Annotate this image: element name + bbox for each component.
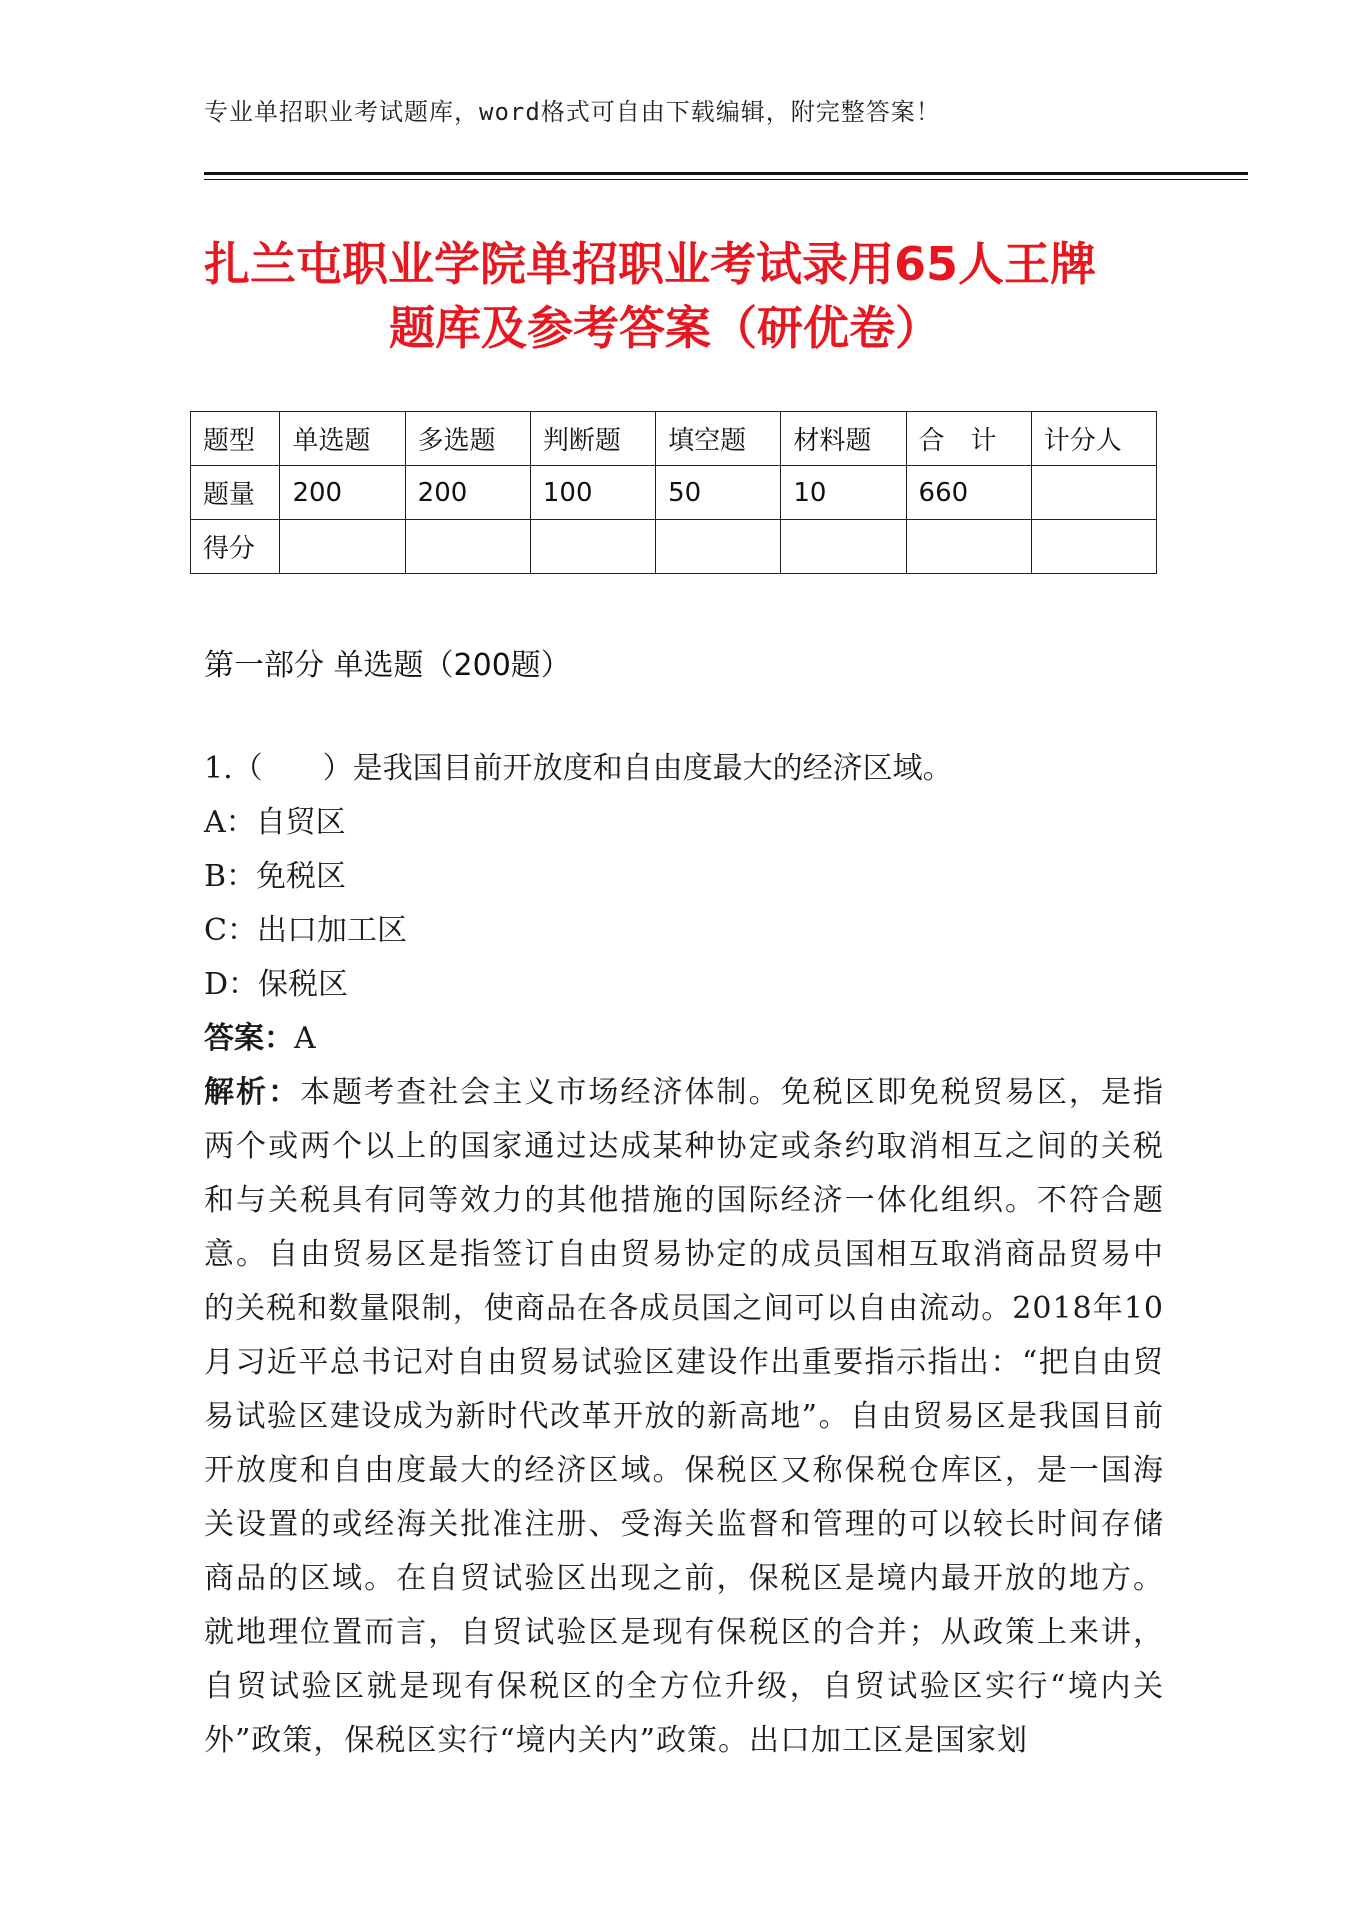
title-line-1: 扎兰屯职业学院单招职业考试录用65人王牌 — [204, 237, 1097, 291]
table-cell — [530, 520, 655, 574]
table-cell: 填空题 — [656, 412, 781, 466]
table-row-header — [191, 412, 1157, 466]
option-d: D：保税区 — [204, 967, 349, 1002]
table-cell: 660 — [906, 466, 1031, 520]
table-cell: 200 — [405, 466, 530, 520]
answer-line — [204, 1012, 1164, 1066]
table-cell: 题量 — [191, 466, 280, 520]
table-cell — [906, 520, 1031, 574]
table-cell: 单选题 — [280, 412, 405, 466]
score-summary-table — [190, 411, 1157, 574]
table-cell — [781, 520, 906, 574]
table-row-score — [191, 520, 1157, 574]
table-cell: 题型 — [191, 412, 280, 466]
table-cell — [280, 520, 405, 574]
table-cell: 合 计 — [906, 412, 1031, 466]
option-c: C：出口加工区 — [204, 913, 407, 948]
section-heading: 第一部分 单选题（200题） — [204, 648, 571, 683]
option-a: A：自贸区 — [204, 805, 346, 840]
document-title — [204, 232, 1204, 360]
question-stem: 1.（ ）是我国目前开放度和自由度最大的经济区域。 — [204, 751, 953, 786]
table-cell: 得分 — [191, 520, 280, 574]
question-item — [204, 742, 1164, 1768]
table-cell: 50 — [656, 466, 781, 520]
table-cell: 200 — [280, 466, 405, 520]
table-cell: 材料题 — [781, 412, 906, 466]
table-cell: 判断题 — [530, 412, 655, 466]
header-divider-thin — [204, 179, 1248, 180]
table-cell: 100 — [530, 466, 655, 520]
answer-value: A — [294, 1021, 316, 1056]
explanation-paragraph — [204, 1066, 1164, 1768]
explanation-label: 解析： — [204, 1075, 301, 1110]
table-row-count — [191, 466, 1157, 520]
table-cell: 计分人 — [1031, 412, 1156, 466]
table-cell — [405, 520, 530, 574]
page-header-text: 专业单招职业考试题库，word格式可自由下载编辑，附完整答案！ — [204, 98, 941, 126]
option-b: B：免税区 — [204, 859, 347, 894]
table-cell — [1031, 520, 1156, 574]
table-cell — [1031, 466, 1156, 520]
table-cell: 多选题 — [405, 412, 530, 466]
table-cell: 10 — [781, 466, 906, 520]
explanation-text: 本题考查社会主义市场经济体制。免税区即免税贸易区，是指两个或两个以上的国家通过达成某种协定或条约取消相互之间的关税和与关税具有同等效力的其他措施的国际经济一体化组织。不符合题意。自由贸易区是指签订自由贸易协定的成员国相互取消商品贸易中的关税和数量限制，使商品在各成员国之间可以自由流动。2018年10月习近平总书记对自由贸易试验区建设作出重要指示指出：“把自由贸易试验区建设成为新时代改革开放的新高地”。自由贸易区是我国目前开放度和自由度最大的经济区域。保税区又称保税仓库区，是一国海关设置的或经海关批准注册、受海关监督和管理的可以较长时间存储商品的区域。在自贸试验区出现之前，保税区是境内最开放的地方。就地理位置而言，自贸试验区是现有保税区的合并；从政策上来讲，自贸试验区就是现有保税区的全方位升级，自贸试验区实行“境内关外”政策，保税区实行“境内关内”政策。出口加工区是国家划 — [204, 1075, 1165, 1758]
title-line-2: 题库及参考答案（研优卷） — [389, 301, 941, 355]
table-cell — [656, 520, 781, 574]
header-divider-thick — [204, 172, 1248, 175]
answer-label: 答案： — [204, 1021, 294, 1056]
